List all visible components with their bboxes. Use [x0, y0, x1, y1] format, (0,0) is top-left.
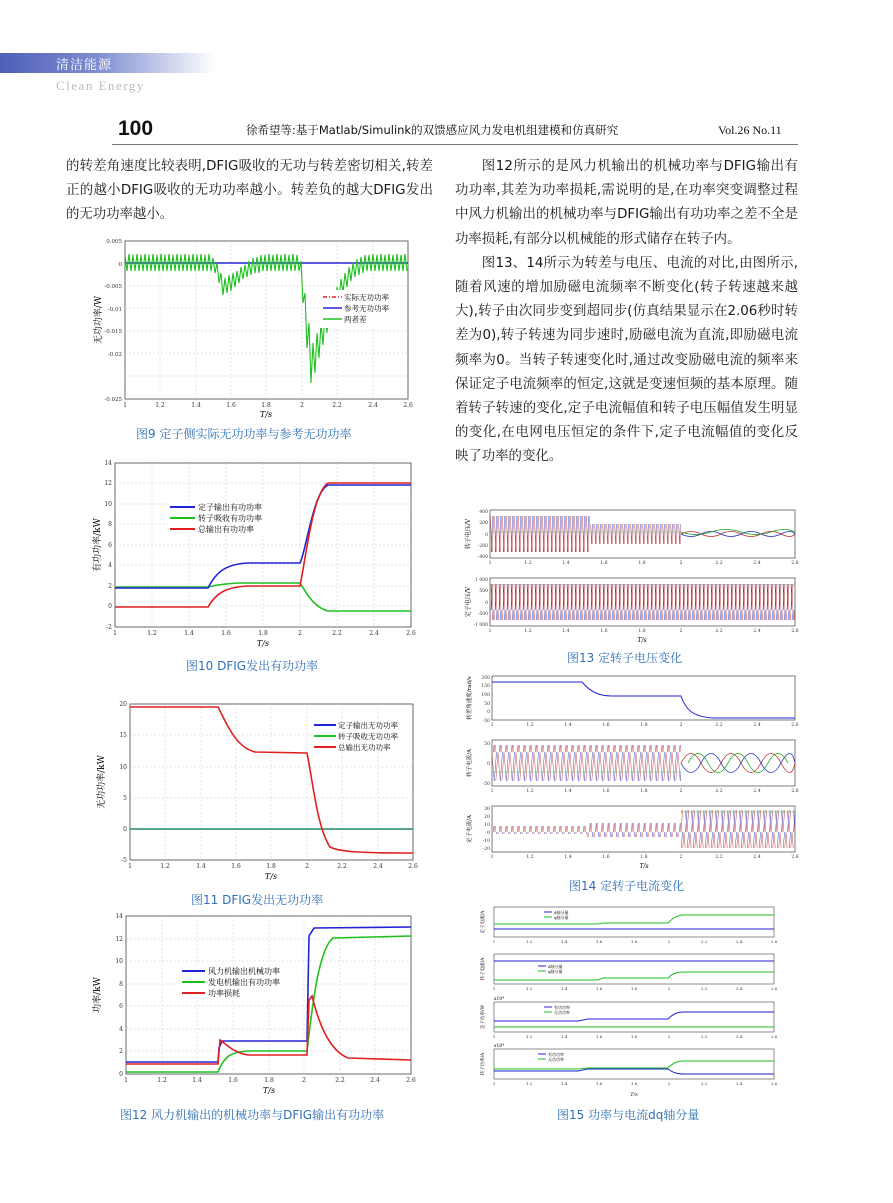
legend-label: d轴分量	[554, 910, 569, 915]
y-tick: 50	[484, 702, 490, 707]
x-tick: 1	[490, 789, 494, 794]
x-tick: 1.2	[525, 986, 533, 991]
y-tick: -0.01	[107, 307, 122, 313]
panel-rotor-current	[465, 740, 799, 794]
legend-label: 参考无功功率	[344, 304, 389, 313]
x-tick: 2	[305, 863, 309, 870]
x-tick: 2	[667, 986, 671, 991]
x-tick: 2.6	[406, 630, 416, 637]
x-tick: 2.2	[715, 629, 723, 634]
y-tick: -0.02	[107, 352, 122, 358]
x-tick: 2	[679, 723, 683, 728]
x-tick: 1.4	[196, 863, 206, 870]
y-tick: -20	[482, 847, 490, 852]
y-axis-label: 转差角速度/rad/s	[467, 676, 473, 720]
figure-13-chart	[462, 506, 802, 646]
x-tick: 1.2	[525, 1034, 533, 1039]
x-tick: 1.6	[231, 863, 241, 870]
x-tick: 2.4	[753, 723, 761, 728]
exponent-label: x10⁴	[494, 1044, 505, 1049]
y-tick: 6	[108, 542, 112, 549]
legend-label: q轴分量	[548, 969, 563, 974]
y-tick: 12	[104, 480, 112, 487]
x-tick: 1	[490, 723, 494, 728]
y-tick: 20	[119, 701, 127, 708]
x-tick: 2.4	[753, 629, 761, 634]
x-tick: 1.2	[160, 863, 170, 870]
x-axis-label: T/s	[262, 1086, 276, 1095]
y-axis-label: 无功功率/kW	[97, 755, 107, 809]
x-tick: 1.6	[595, 1034, 603, 1039]
y-tick: 0	[485, 601, 488, 606]
y-tick: 20	[484, 815, 490, 820]
y-axis-label: 定子功率/W	[481, 1004, 486, 1030]
x-axis-label: T/s	[256, 639, 270, 648]
y-tick: 5	[123, 795, 127, 802]
legend-label: 转子吸收有功功率	[198, 514, 262, 523]
x-tick: 2.6	[770, 1034, 778, 1039]
x-tick: 2.4	[753, 789, 761, 794]
x-tick: 2.2	[715, 855, 723, 860]
x-tick: 2.6	[770, 939, 778, 944]
x-tick: 1	[488, 561, 492, 566]
x-tick: 1.6	[600, 561, 608, 566]
y-tick: 10	[104, 501, 112, 508]
panel-stator-current-dq	[479, 907, 778, 944]
x-tick: 1.2	[155, 402, 165, 409]
y-tick: -50	[482, 719, 490, 724]
x-tick: 2	[298, 630, 302, 637]
y-tick: -5	[121, 857, 127, 864]
y-tick: -2	[106, 624, 112, 631]
x-tick: 1	[490, 855, 494, 860]
x-tick: 2.2	[337, 863, 347, 870]
x-tick: 1.4	[562, 629, 570, 634]
x-tick: 1	[492, 939, 496, 944]
y-axis-label: 定子电压/V	[465, 586, 472, 618]
y-tick: 0	[487, 831, 490, 836]
figure-9-caption: 图9 定子侧实际无功功率与参考无功功率	[136, 427, 352, 441]
x-tick: 1.8	[264, 1077, 274, 1084]
y-tick: 14	[104, 460, 112, 467]
y-tick: 200	[479, 521, 488, 526]
y-tick: 0	[487, 710, 490, 715]
x-tick: 1.6	[221, 630, 231, 637]
x-tick: 2	[667, 939, 671, 944]
x-tick: 2	[679, 855, 683, 860]
y-tick: 0	[108, 603, 112, 610]
x-tick: 1.8	[640, 789, 648, 794]
y-axis-label: 定子电流/A	[481, 910, 486, 934]
y-tick: 10	[115, 958, 123, 965]
legend-label: 实际无功功率	[344, 293, 389, 302]
legend-label: q轴分量	[554, 915, 569, 920]
y-tick: -0.005	[104, 284, 122, 290]
x-tick: 2.4	[735, 1081, 743, 1086]
x-tick: 1.2	[525, 939, 533, 944]
x-tick: 1.4	[560, 939, 568, 944]
legend-label: 转子吸收无功功率	[338, 732, 398, 741]
x-tick: 1.2	[524, 629, 532, 634]
figure-13-caption: 图13 定转子电压变化	[567, 651, 683, 665]
y-tick: 8	[119, 981, 123, 988]
x-tick: 1.8	[640, 855, 648, 860]
y-tick: 500	[479, 589, 488, 594]
x-tick: 2.4	[735, 986, 743, 991]
running-title: 徐希望等:基于Matlab/Simulink的双馈感应风力发电机组建模和仿真研究	[246, 123, 619, 137]
x-tick: 1.8	[266, 863, 276, 870]
x-tick: 2.2	[700, 1081, 708, 1086]
figure-11-chart	[90, 692, 420, 884]
x-tick: 1.6	[226, 402, 236, 409]
figure-9-chart	[88, 233, 418, 423]
x-tick: 1.2	[526, 789, 534, 794]
figure-12-chart	[88, 910, 418, 1100]
x-axis-label: T/s	[639, 863, 649, 870]
x-tick: 1.6	[602, 855, 610, 860]
legend-label: 功率损耗	[208, 989, 240, 998]
x-tick: 1.8	[638, 561, 646, 566]
y-tick: 15	[119, 732, 127, 739]
y-tick: 12	[115, 936, 123, 943]
x-tick: 2.4	[753, 561, 761, 566]
y-axis-label: 转子功率/A	[481, 1052, 486, 1076]
x-tick: 2	[300, 402, 304, 409]
x-tick: 2.2	[332, 402, 342, 409]
panel-rotor-voltage	[464, 509, 799, 566]
section-name-en: Clean Energy	[56, 78, 145, 93]
figure-15-chart	[478, 904, 798, 1100]
legend-label: 有功功率	[554, 1005, 570, 1010]
x-tick: 1	[113, 630, 117, 637]
left-paragraph: 的转差角速度比较表明,DFIG吸收的无功与转差密切相关,转差正的越小DFIG吸收的无功功率越小。转差负的越大DFIG发出的无功功率越小。	[66, 159, 433, 223]
x-tick: 2	[302, 1077, 306, 1084]
plot-frame	[115, 463, 411, 627]
x-tick: 2.2	[715, 789, 723, 794]
x-tick: 1.4	[184, 630, 194, 637]
y-tick: -1 000	[473, 623, 488, 628]
x-tick: 1.4	[562, 561, 570, 566]
volume-issue: Vol.26 No.11	[718, 123, 782, 137]
x-tick: 1.2	[524, 561, 532, 566]
x-tick: 1.4	[564, 789, 572, 794]
x-tick: 2.6	[406, 1077, 416, 1084]
legend	[312, 718, 412, 752]
y-tick: -400	[477, 555, 488, 560]
legend	[168, 501, 293, 535]
x-tick: 1.4	[564, 723, 572, 728]
y-tick: 8	[108, 521, 112, 528]
y-tick: 6	[119, 1003, 123, 1010]
x-tick: 2.2	[335, 1077, 345, 1084]
x-tick: 1	[124, 1077, 128, 1084]
left-column-text	[66, 155, 433, 228]
x-tick: 1.8	[630, 939, 638, 944]
y-axis-label: 功率/kW	[93, 977, 103, 1013]
y-tick: 0	[485, 533, 488, 538]
y-axis-label: 转子电流/A	[467, 749, 473, 777]
x-tick: 1	[492, 1034, 496, 1039]
panel-rotor-current-dq	[479, 954, 778, 991]
y-tick: -200	[477, 544, 488, 549]
panel-rotor-power	[479, 1043, 778, 1098]
y-tick: 4	[108, 562, 112, 569]
legend-label: 无功功率	[548, 1057, 564, 1062]
figure-11-caption: 图11 DFIG发出无功功率	[191, 893, 324, 907]
x-tick: 1.4	[560, 1034, 568, 1039]
exponent-label: x10⁴	[494, 997, 505, 1002]
header-rule	[112, 144, 798, 145]
y-tick: 100	[481, 693, 490, 698]
legend-label: 无功功率	[554, 1010, 570, 1015]
section-name: 清洁能源	[56, 58, 113, 73]
y-tick: 2	[119, 1048, 123, 1055]
x-tick: 2.4	[370, 1077, 380, 1084]
legend-label: 定子输出无功功率	[338, 721, 398, 730]
x-tick: 2	[667, 1081, 671, 1086]
right-paragraph-2: 图13、14所示为转差与电压、电流的对比,由图所示,随着风速的增加励磁电流频率不断变化(转子转速越来越大),转子由次同步变到超同步(仿真结果显示在2.06秒时转差为0),转子转速为同步速时,励磁电流为直流,即励磁电流频率为0。当转子转速变化时,通过改变励磁电流的频率来保证定子电流频率的恒定,这就是变速恒频的基本原理。随着转子转速的变化,定子电流幅值和转子电压幅值发生明显的变化,在电网电压恒定的条件下,定子电流幅值的变化反映了功率的变化。	[455, 255, 798, 465]
x-tick: 1.2	[526, 723, 534, 728]
x-tick: 1.6	[228, 1077, 238, 1084]
x-tick: 1.2	[157, 1077, 167, 1084]
y-tick: 0	[119, 1071, 123, 1078]
x-tick: 1.4	[192, 1077, 202, 1084]
figure-14-chart	[462, 672, 802, 872]
x-tick: 1.4	[564, 855, 572, 860]
x-axis-label: T/s	[264, 872, 278, 881]
x-axis-label: T/s	[259, 410, 273, 419]
x-tick: 1	[128, 863, 132, 870]
x-tick: 2.2	[700, 986, 708, 991]
panel-stator-current	[465, 806, 799, 870]
y-axis-label: 转子电压/V	[465, 518, 472, 550]
x-tick: 2.6	[791, 789, 799, 794]
y-tick: 0	[118, 262, 122, 268]
figure-14-caption: 图14 定转子电流变化	[569, 879, 685, 893]
figure-10-caption: 图10 DFIG发出有功功率	[186, 659, 319, 673]
x-tick: 1.8	[258, 630, 268, 637]
y-tick: -0.015	[104, 329, 122, 335]
legend-label: 发电机输出有功功率	[208, 978, 280, 987]
legend	[180, 965, 300, 999]
y-tick: -500	[477, 612, 488, 617]
y-tick: 150	[481, 684, 490, 689]
legend-label: 风力机输出机械功率	[208, 967, 280, 976]
figure-10-chart	[88, 457, 418, 652]
y-tick: 10	[119, 764, 127, 771]
y-tick: 4	[119, 1026, 123, 1033]
y-tick: 0	[487, 762, 490, 767]
x-tick: 1.6	[595, 1081, 603, 1086]
panel-stator-voltage	[464, 577, 799, 644]
x-tick: 2.4	[735, 939, 743, 944]
x-tick: 2.6	[408, 863, 418, 870]
x-tick: 1.2	[525, 1081, 533, 1086]
y-tick: 400	[479, 510, 488, 515]
y-tick: -10	[482, 839, 490, 844]
right-paragraph-1: 图12所示的是风力机输出的机械功率与DFIG输出有功功率,其差为功率损耗,需说明的是,在功率突变调整过程中风力机输出的机械功率与DFIG输出有功功率之差不全是功率损耗,有部分以机械能的形式储存在转子内。	[455, 159, 798, 247]
y-tick: 2	[108, 583, 112, 590]
y-tick: 10	[484, 823, 490, 828]
legend	[320, 290, 406, 328]
x-tick: 2.4	[735, 1034, 743, 1039]
x-tick: 2.2	[715, 723, 723, 728]
x-tick: 1.8	[638, 629, 646, 634]
legend-label: 总输出无功功率	[338, 743, 391, 752]
x-tick: 1.8	[640, 723, 648, 728]
x-tick: 1	[492, 1081, 496, 1086]
x-tick: 2.4	[368, 402, 378, 409]
y-tick: 0	[123, 826, 127, 833]
x-tick: 2	[679, 561, 683, 566]
x-axis-label: T/s	[637, 637, 647, 644]
x-tick: 1.2	[526, 855, 534, 860]
x-tick: 2.2	[700, 1034, 708, 1039]
x-tick: 2.2	[332, 630, 342, 637]
y-tick: -50	[482, 782, 490, 787]
x-tick: 1.6	[595, 939, 603, 944]
x-tick: 2.6	[770, 1081, 778, 1086]
x-tick: 1	[123, 402, 127, 409]
y-tick: 1 000	[475, 578, 488, 583]
y-tick: -0.025	[104, 397, 122, 403]
y-axis-label: 有功功率/kW	[93, 518, 103, 572]
x-tick: 2.2	[715, 561, 723, 566]
y-tick: 30	[484, 807, 490, 812]
x-tick: 1.8	[630, 1034, 638, 1039]
x-tick: 2.2	[700, 939, 708, 944]
y-tick: 0.005	[106, 239, 122, 245]
x-tick: 1.6	[600, 629, 608, 634]
x-tick: 1.8	[261, 402, 271, 409]
x-tick: 1.6	[595, 986, 603, 991]
legend-label: 两者差	[344, 315, 367, 324]
x-tick: 1.4	[191, 402, 201, 409]
x-tick: 2.6	[403, 402, 413, 409]
x-tick: 1.2	[147, 630, 157, 637]
x-tick: 1.4	[560, 986, 568, 991]
x-tick: 1.8	[630, 986, 638, 991]
x-tick: 1.4	[560, 1081, 568, 1086]
x-tick: 2.6	[791, 855, 799, 860]
x-tick: 2.4	[753, 855, 761, 860]
x-tick: 2	[667, 1034, 671, 1039]
x-axis-label: T/s	[630, 1092, 638, 1098]
x-tick: 1	[492, 986, 496, 991]
y-tick: 14	[115, 913, 123, 920]
x-tick: 2.6	[791, 561, 799, 566]
x-tick: 1.8	[630, 1081, 638, 1086]
y-tick: 200	[481, 676, 490, 681]
x-tick: 2.4	[373, 863, 383, 870]
page-number: 100	[118, 117, 154, 140]
x-tick: 2	[679, 789, 683, 794]
legend-label: 有功功率	[548, 1052, 564, 1057]
legend-label: d轴分量	[548, 964, 563, 969]
x-tick: 2.4	[369, 630, 379, 637]
x-tick: 2.6	[770, 986, 778, 991]
x-tick: 2	[679, 629, 683, 634]
legend-label: 总输出有功功率	[198, 525, 254, 534]
x-tick: 1	[488, 629, 492, 634]
panel-stator-power	[479, 996, 778, 1039]
x-tick: 1.6	[602, 789, 610, 794]
figure-15-caption: 图15 功率与电流dq轴分量	[557, 1108, 700, 1122]
x-tick: 2.6	[791, 723, 799, 728]
y-axis-label: 转子电流/A	[481, 957, 486, 981]
panel-slip-speed	[465, 675, 799, 728]
y-axis-label: 无功功率/W	[94, 295, 104, 345]
x-tick: 1.6	[602, 723, 610, 728]
figure-12-caption: 图12 风力机输出的机械功率与DFIG输出有功功率	[120, 1108, 385, 1122]
legend-label: 定子输出有功功率	[198, 503, 262, 512]
x-tick: 2.6	[791, 629, 799, 634]
y-tick: 50	[484, 742, 490, 747]
y-axis-label: 定子电流/A	[467, 815, 473, 843]
right-column-text	[455, 155, 798, 470]
